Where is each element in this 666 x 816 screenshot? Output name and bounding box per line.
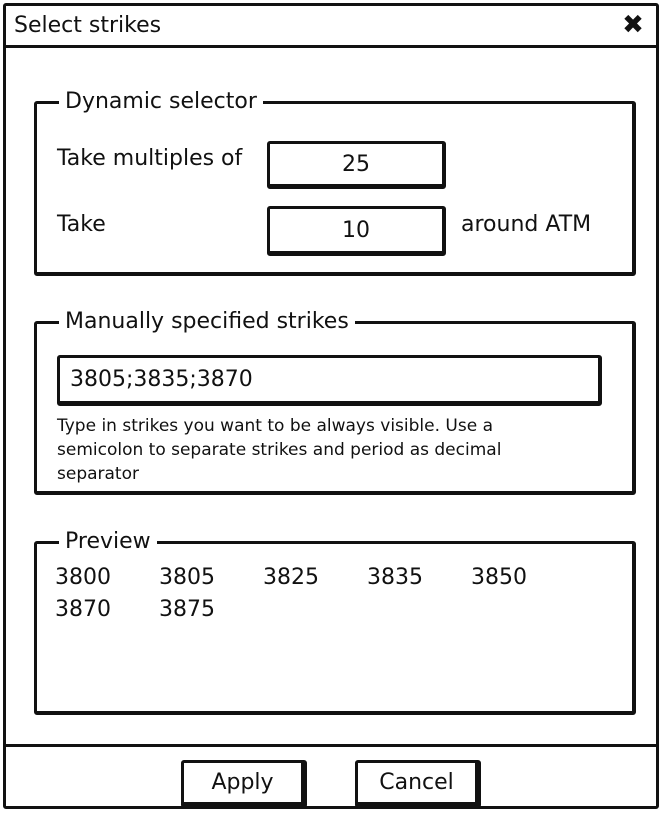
apply-button[interactable]: Apply [181,760,307,808]
multiples-label: Take multiples of [57,146,243,171]
close-icon[interactable]: ✖ [622,10,644,40]
take-label: Take [57,212,106,237]
multiples-input[interactable] [267,141,446,189]
preview-strike: 3800 [55,565,111,590]
preview-strike: 3825 [263,565,319,590]
preview-legend: Preview [59,528,157,556]
select-strikes-dialog [3,3,659,809]
dynamic-selector-group [34,89,636,276]
dialog-footer [6,744,656,806]
preview-strike-list [55,562,575,626]
manual-strikes-legend: Manually specified strikes [59,308,355,336]
preview-strike: 3850 [471,565,527,590]
preview-group [34,529,636,715]
manual-strikes-group [34,309,636,495]
manual-strikes-hint: Type in strikes you want to be always visible. Use a semicolon to separate strikes and period as decimal separator [57,416,502,484]
cancel-button[interactable]: Cancel [355,760,481,808]
preview-strike: 3805 [159,565,215,590]
dynamic-selector-legend: Dynamic selector [59,88,263,116]
preview-strike: 3870 [55,597,111,622]
around-atm-label: around ATM [461,212,592,237]
preview-strike: 3835 [367,565,423,590]
manual-strikes-input[interactable] [57,355,602,406]
dialog-titlebar [6,6,656,48]
preview-strike: 3875 [159,597,215,622]
take-count-input[interactable] [267,206,446,256]
dialog-title: Select strikes [14,13,162,38]
